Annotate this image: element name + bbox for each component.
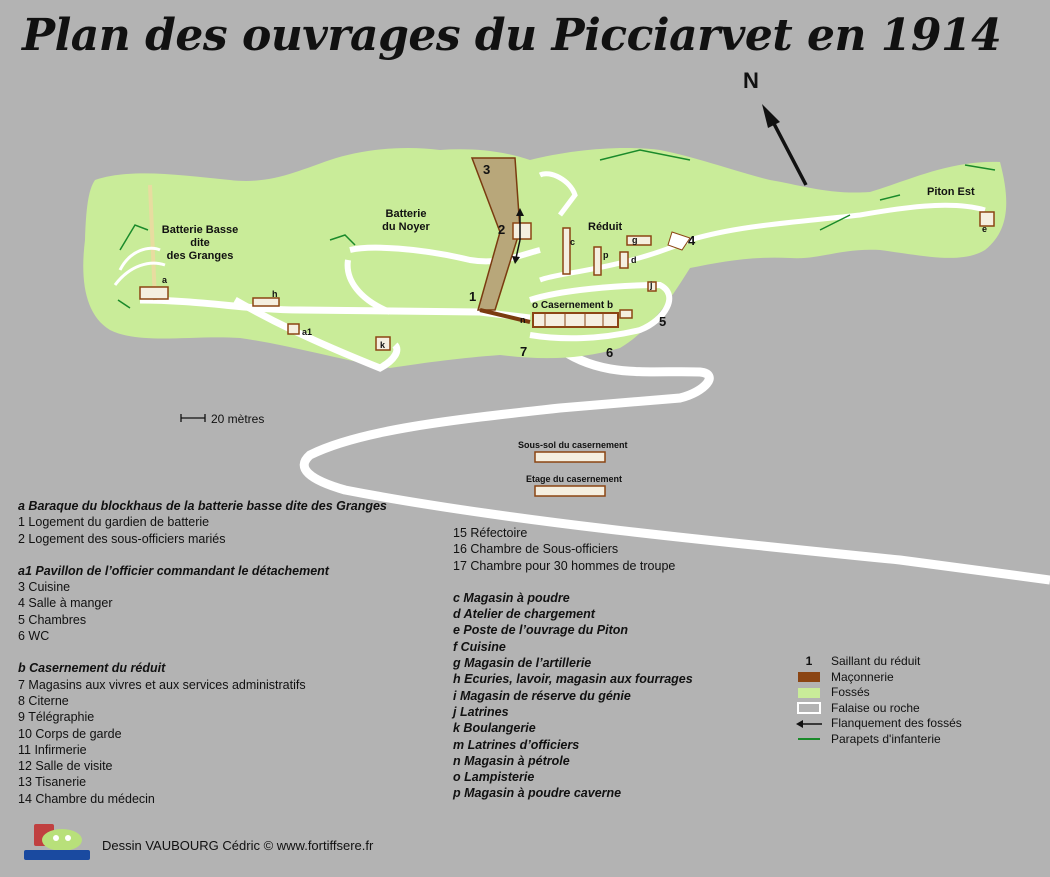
north-label: N <box>743 68 759 93</box>
building-d <box>620 252 628 268</box>
legend-spacer <box>18 547 387 563</box>
legend-entry: 1 Logement du gardien de batterie <box>18 515 210 530</box>
key-label: Parapets d'infanterie <box>831 731 941 746</box>
key-row <box>795 732 962 748</box>
key-arrow-icon <box>795 718 823 730</box>
legend-entry: 14 Chambre du médecin <box>18 791 155 806</box>
credit-text: Dessin VAUBOURG Cédric © www.fortiffsere.fr <box>102 838 374 853</box>
subplan-sous-sol-title: Sous-sol du casernement <box>518 440 628 450</box>
legend-entry: e Poste de l’ouvrage du Piton <box>453 623 629 638</box>
letter-k: k <box>380 340 386 350</box>
building-c <box>563 228 570 274</box>
number-1: 1 <box>469 289 477 304</box>
legend-entry: 3 Cuisine <box>18 580 71 595</box>
legend-entry: a1 Pavillon de l’officier commandant le détachement <box>18 563 329 578</box>
legend-entry: c Magasin à poudre <box>453 590 570 605</box>
legend-entry: 4 Salle à manger <box>18 596 113 611</box>
legend-entry: j Latrines <box>453 704 509 719</box>
legend-entry: n Magasin à pétrole <box>453 753 570 768</box>
fortiffsere-logo-icon <box>22 820 92 864</box>
legend-entry: f Cuisine <box>453 639 506 654</box>
key-row <box>795 670 962 686</box>
legend-entry: 10 Corps de garde <box>18 726 122 741</box>
legend-entry: 8 Citerne <box>18 693 69 708</box>
key-label: Flanquement des fossés <box>831 716 962 730</box>
number-6: 6 <box>606 345 614 360</box>
scale-bar <box>181 414 205 422</box>
key-falaise-swatch <box>795 702 823 714</box>
key-row <box>795 685 962 701</box>
letter-h: h <box>272 289 278 299</box>
legend-entry: i Magasin de réserve du génie <box>453 688 631 703</box>
building-g <box>627 236 651 245</box>
map-title: Plan des ouvrages du Picciarvet en 1914 <box>22 10 1002 61</box>
number-4: 4 <box>688 233 696 248</box>
legend-entry: m Latrines d’officiers <box>453 737 580 752</box>
letter-g: g <box>632 235 638 245</box>
letter-a: a <box>162 275 168 285</box>
legend-entry: a Baraque du blockhaus de la batterie basse dite des Granges <box>18 499 387 513</box>
number-5: 5 <box>659 314 667 329</box>
legend-entry: d Atelier de chargement <box>453 607 595 622</box>
legend-entry: 2 Logement des sous-officiers mariés <box>18 531 226 546</box>
key-label: Fossés <box>831 685 870 699</box>
letter-d: d <box>631 255 637 265</box>
legend-entry: 7 Magasins aux vivres et aux services administratifs <box>18 677 306 692</box>
key-label: Falaise ou roche <box>831 700 920 715</box>
key-row <box>795 716 962 732</box>
letter-c: c <box>570 237 576 247</box>
legend-entry: b Casernement du réduit <box>18 661 166 676</box>
key-row <box>795 654 962 670</box>
north-arrow-shaft <box>771 118 806 185</box>
number-7: 7 <box>520 344 528 359</box>
key-row <box>795 701 962 717</box>
building-a <box>140 287 168 299</box>
legend-entry: h Ecuries, lavoir, magasin aux fourrages <box>453 672 693 687</box>
legend-entry: 15 Réfectoire <box>453 526 528 540</box>
sous-sol-plan <box>535 452 605 462</box>
label-piton-est: Piton Est <box>927 186 975 198</box>
legend-spacer <box>453 574 693 590</box>
number-3: 3 <box>483 162 491 177</box>
saillant-2 <box>513 223 531 239</box>
north-arrow-head <box>762 104 780 128</box>
building-h <box>253 298 279 306</box>
legend-entry: 5 Chambres <box>18 612 87 627</box>
legend-entry: p Magasin à poudre caverne <box>453 786 622 801</box>
key-maconnerie-swatch <box>795 671 823 683</box>
legend-entry: 16 Chambre de Sous-officiers <box>453 542 619 557</box>
letter-p: p <box>603 250 609 260</box>
key-number-sample: 1 <box>805 654 813 668</box>
key-parapet-swatch <box>795 733 823 745</box>
label-casernement: o Casernement b <box>532 300 614 311</box>
legend-left <box>18 498 387 807</box>
subplan-etage-title: Etage du casernement <box>526 474 623 484</box>
label-batterie-noyer: Batterie du Noyer <box>382 208 430 233</box>
label-reduit: Réduit <box>588 221 623 233</box>
building-p <box>594 247 601 275</box>
legend-entry: 13 Tisanerie <box>18 775 87 790</box>
letter-n: n <box>520 315 526 325</box>
casernement-building <box>533 313 618 327</box>
key-label: Maçonnerie <box>831 669 894 684</box>
building-a1 <box>288 324 299 334</box>
key-label: Saillant du réduit <box>831 654 921 668</box>
map-key <box>795 654 962 747</box>
letter-a1: a1 <box>302 327 313 337</box>
label-batterie-basse: Batterie Basse dite des Granges <box>161 224 239 262</box>
legend-entry: g Magasin de l’artillerie <box>453 656 592 671</box>
letter-j: j <box>650 280 653 290</box>
legend-entry: 17 Chambre pour 30 hommes de troupe <box>453 558 676 573</box>
etage-plan <box>535 486 605 496</box>
building-f <box>620 310 632 318</box>
legend-entry: k Boulangerie <box>453 721 536 736</box>
legend-entry: 11 Infirmerie <box>18 742 87 757</box>
legend-spacer <box>18 644 387 660</box>
letter-e: e <box>982 224 988 234</box>
number-2: 2 <box>498 222 506 237</box>
key-fosses-swatch <box>795 687 823 699</box>
legend-entry: 12 Salle de visite <box>18 759 113 774</box>
legend-entry: 6 WC <box>18 629 50 644</box>
scale-label: 20 mètres <box>211 412 265 426</box>
legend-entry: o Lampisterie <box>453 770 535 785</box>
legend-right <box>453 525 693 802</box>
legend-entry: 9 Télégraphie <box>18 710 95 725</box>
